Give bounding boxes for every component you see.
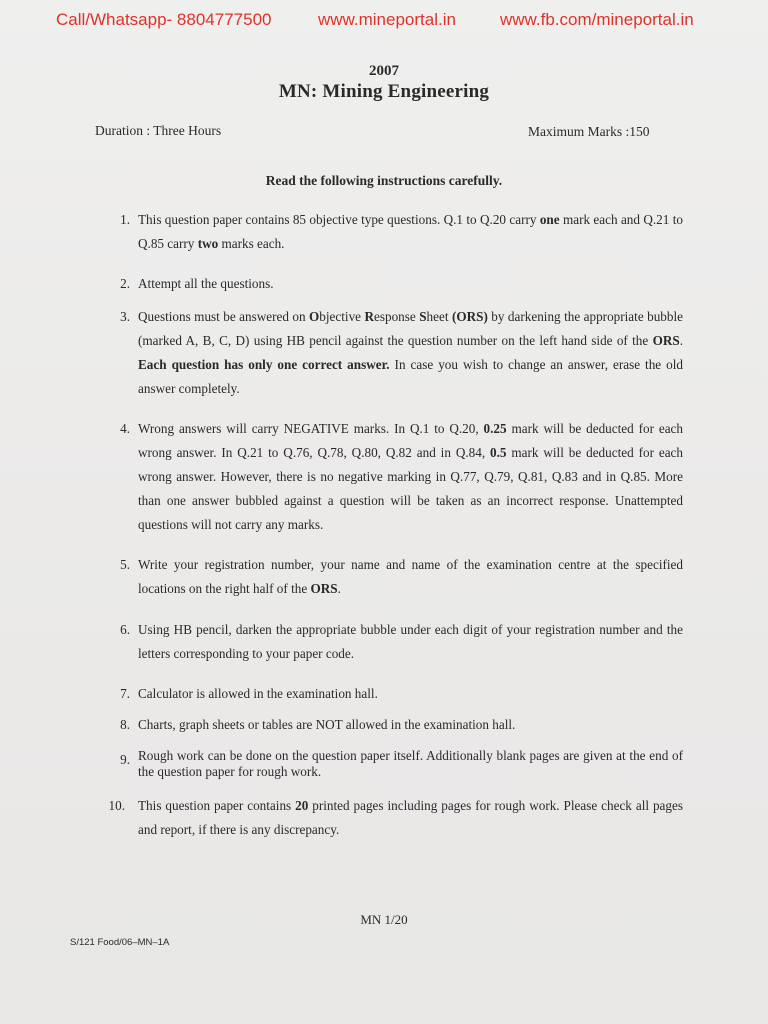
instruction-text: Rough work can be done on the question paper itself. Additionally blank pages are given at the end of the question paper for rough work. (138, 748, 683, 779)
instructions-heading: Read the following instructions carefully. (265, 173, 503, 188)
instruction-text: Charts, graph sheets or tables are NOT allowed in the examination hall. (138, 717, 516, 732)
instruction-text: Write your registration number, your name and name of the examination centre at the specified locations on the right half of the ORS. (138, 557, 683, 596)
instruction-number: 1. (120, 212, 130, 227)
instruction-number: 3. (120, 309, 130, 324)
instruction-number: 5. (120, 557, 130, 572)
instruction-number: 6. (120, 622, 130, 637)
banner-site-link[interactable]: www.mineportal.in (318, 10, 456, 29)
banner-facebook-link[interactable]: www.fb.com/mineportal.in (500, 10, 694, 29)
banner-phone: Call/Whatsapp- 8804777500 (56, 10, 272, 29)
instruction-number: 10. (108, 798, 125, 813)
instruction-number: 8. (120, 717, 130, 732)
instruction-text: Questions must be answered on Objective Response Sheet (ORS) by darkening the appropriate bubble (marked A, B, C, D) using HB pencil against the question number on the left hand side of the ORS. Each question has only one correct answer. In case you wish to change an answer, erase the old answer completely. (138, 309, 684, 396)
duration-label: Duration : Three Hours (95, 123, 222, 138)
instruction-text: Using HB pencil, darken the appropriate bubble under each digit of your registration number and the letters corresponding to your paper code. (138, 622, 683, 661)
page-code: MN 1/20 (360, 912, 408, 927)
instruction-text: Wrong answers will carry NEGATIVE marks. In Q.1 to Q.20, 0.25 mark will be deducted for each wrong answer. In Q.21 to Q.76, Q.78, Q.80, Q.82 and in Q.84, 0.5 mark will be deducted for each wrong answer. However, there is no negative marking in Q.77, Q.79, Q.81, Q.83 and in Q.85. More than one answer bubbled against a question will be taken as an incorrect response. Unattempted questions will not carry any marks. (138, 421, 684, 532)
instruction-number: 4. (120, 421, 130, 436)
instruction-text: This question paper contains 20 printed pages including pages for rough work. Please check all pages and report, if there is any discrepancy. (138, 798, 683, 837)
max-marks-label: Maximum Marks :150 (528, 124, 650, 139)
paper-title: MN: Mining Engineering (278, 81, 490, 102)
instruction-number: 2. (120, 276, 130, 291)
print-code: S/121 Food/06–MN–1A (70, 937, 170, 948)
instruction-number: 9. (120, 752, 130, 767)
exam-year: 2007 (369, 63, 399, 79)
instruction-text: Calculator is allowed in the examination hall. (138, 686, 378, 701)
instruction-text: Attempt all the questions. (138, 276, 274, 291)
instruction-number: 7. (120, 686, 130, 701)
instruction-text: This question paper contains 85 objective type questions. Q.1 to Q.20 carry one mark each and Q.21 to Q.85 carry two marks each. (138, 212, 683, 251)
